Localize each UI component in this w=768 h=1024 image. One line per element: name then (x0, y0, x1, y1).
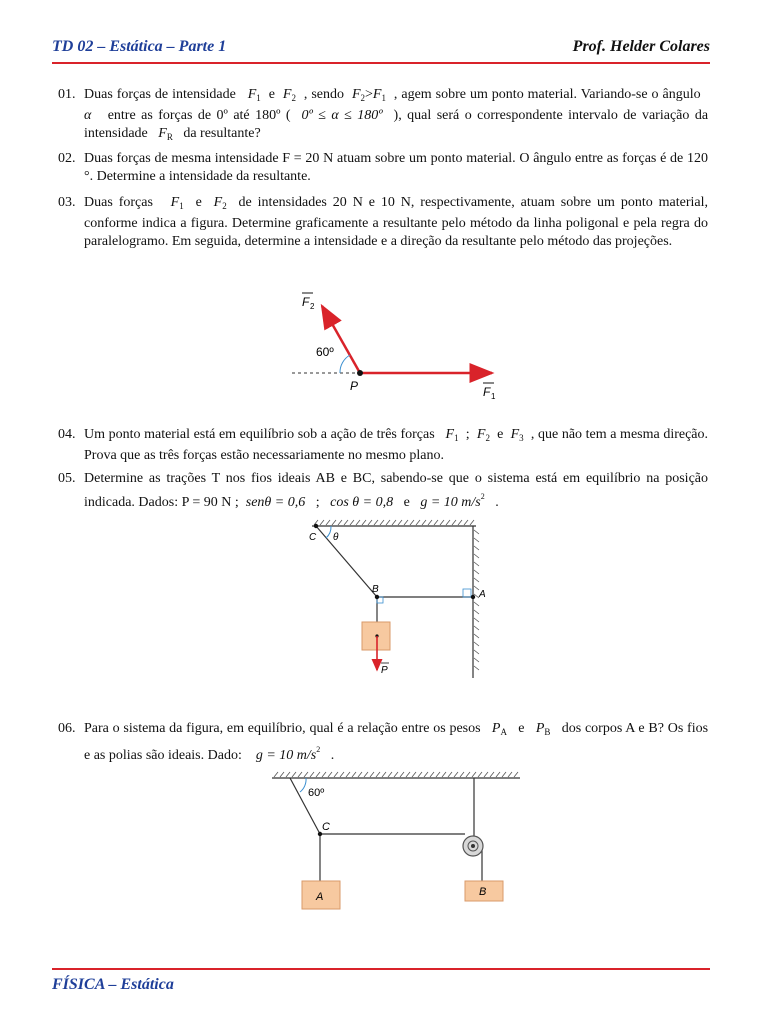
force-f2-arrow (322, 306, 360, 373)
wire-bc (316, 526, 377, 597)
figure-tension-system (296, 516, 486, 682)
angle-label: 60º (316, 345, 334, 359)
f2-label: F (302, 295, 310, 309)
figure-forces-60deg (280, 284, 510, 404)
label-c: C (322, 821, 330, 833)
wall-hatching (474, 530, 479, 670)
point-p (357, 370, 363, 376)
angle-arc (340, 355, 350, 373)
figure-pulley-system (268, 768, 524, 916)
label-b: B (479, 886, 487, 898)
label-a: A (316, 891, 324, 903)
question-04: 04. Um ponto material está em equilíbrio sob a ação de três forças $F_1$ ; $F_2$ e $F_3$ , que não tem a mesma direção. Prova que as três forças estão necessariamente no mesmo plano. (58, 427, 709, 463)
point-p-label: P (350, 379, 359, 393)
label-p: P (381, 665, 388, 676)
question-05: 05. Determine as trações T nos fios ideais AB e BC, sabendo-se que o sistema está em equilíbrio na posição indicada. Dados: P = 90 N ; senθ = 0,6 ; cos θ = 0,8 e g = 10 $m/s^2$ . (58, 471, 708, 510)
header-title: TD 02 – Estática – Parte 1 (52, 38, 227, 55)
label-theta: θ (333, 532, 339, 543)
f1-subscript: 1 (491, 392, 496, 401)
question-06: 06. Para o sistema da figura, em equilíbrio, qual é a relação entre os pesos $P_A$ e $P_B$ dos corpos A e B? Os fios e as polias são ideais. Dado: g = 10 $m/s^2$ . (58, 721, 709, 763)
label-b: B (372, 584, 379, 595)
f1-label: F (483, 385, 491, 399)
page-footer (52, 968, 710, 993)
point-b (375, 595, 379, 599)
point-a (471, 595, 475, 599)
pulley-axle (471, 844, 475, 848)
footer-text: FÍSICA – Estática (52, 976, 174, 993)
right-angle-mark-a (463, 589, 471, 597)
ceiling-hatching (314, 520, 474, 525)
header-author: Prof. Helder Colares (572, 38, 710, 55)
question-03: 03. Duas forças $F_1$ e $F_2$ de intensidades 20 N e 10 N, respectivamente, atuam sobre um ponto material, conforme indica a figura. Determine graficamente a resultante pelo método da linha poligonal e pela regra do paralelogramo. Em seguida, determine a intensidade e a direção da resultante pelo método das projeções. (58, 195, 709, 249)
label-a: A (479, 589, 486, 600)
question-02: 02. Duas forças de mesma intensidade F = 20 N atuam sobre um ponto material. O ângulo entre as forças é de 120 °. Determine a intensidade da resultante. (58, 151, 708, 184)
theta-arc (326, 526, 331, 538)
ceiling-hatching (274, 772, 518, 777)
point-c (314, 524, 318, 528)
angle-label: 60º (308, 787, 325, 799)
angle-arc (300, 778, 306, 792)
question-01: 01. Duas forças de intensidade $F_1$ e $F_2$ , sendo $F_2>F_1$ , agem sobre um ponto material. Variando-se o ângulo α entre as forças de 0º até 180º ( 0º ≤ α ≤ 180º ), qual será o correspondente intervalo de variação da intensidade $F_R$ da resultante? (58, 87, 709, 142)
label-c: C (309, 532, 317, 543)
f2-subscript: 2 (310, 302, 315, 311)
page-header (52, 36, 710, 64)
